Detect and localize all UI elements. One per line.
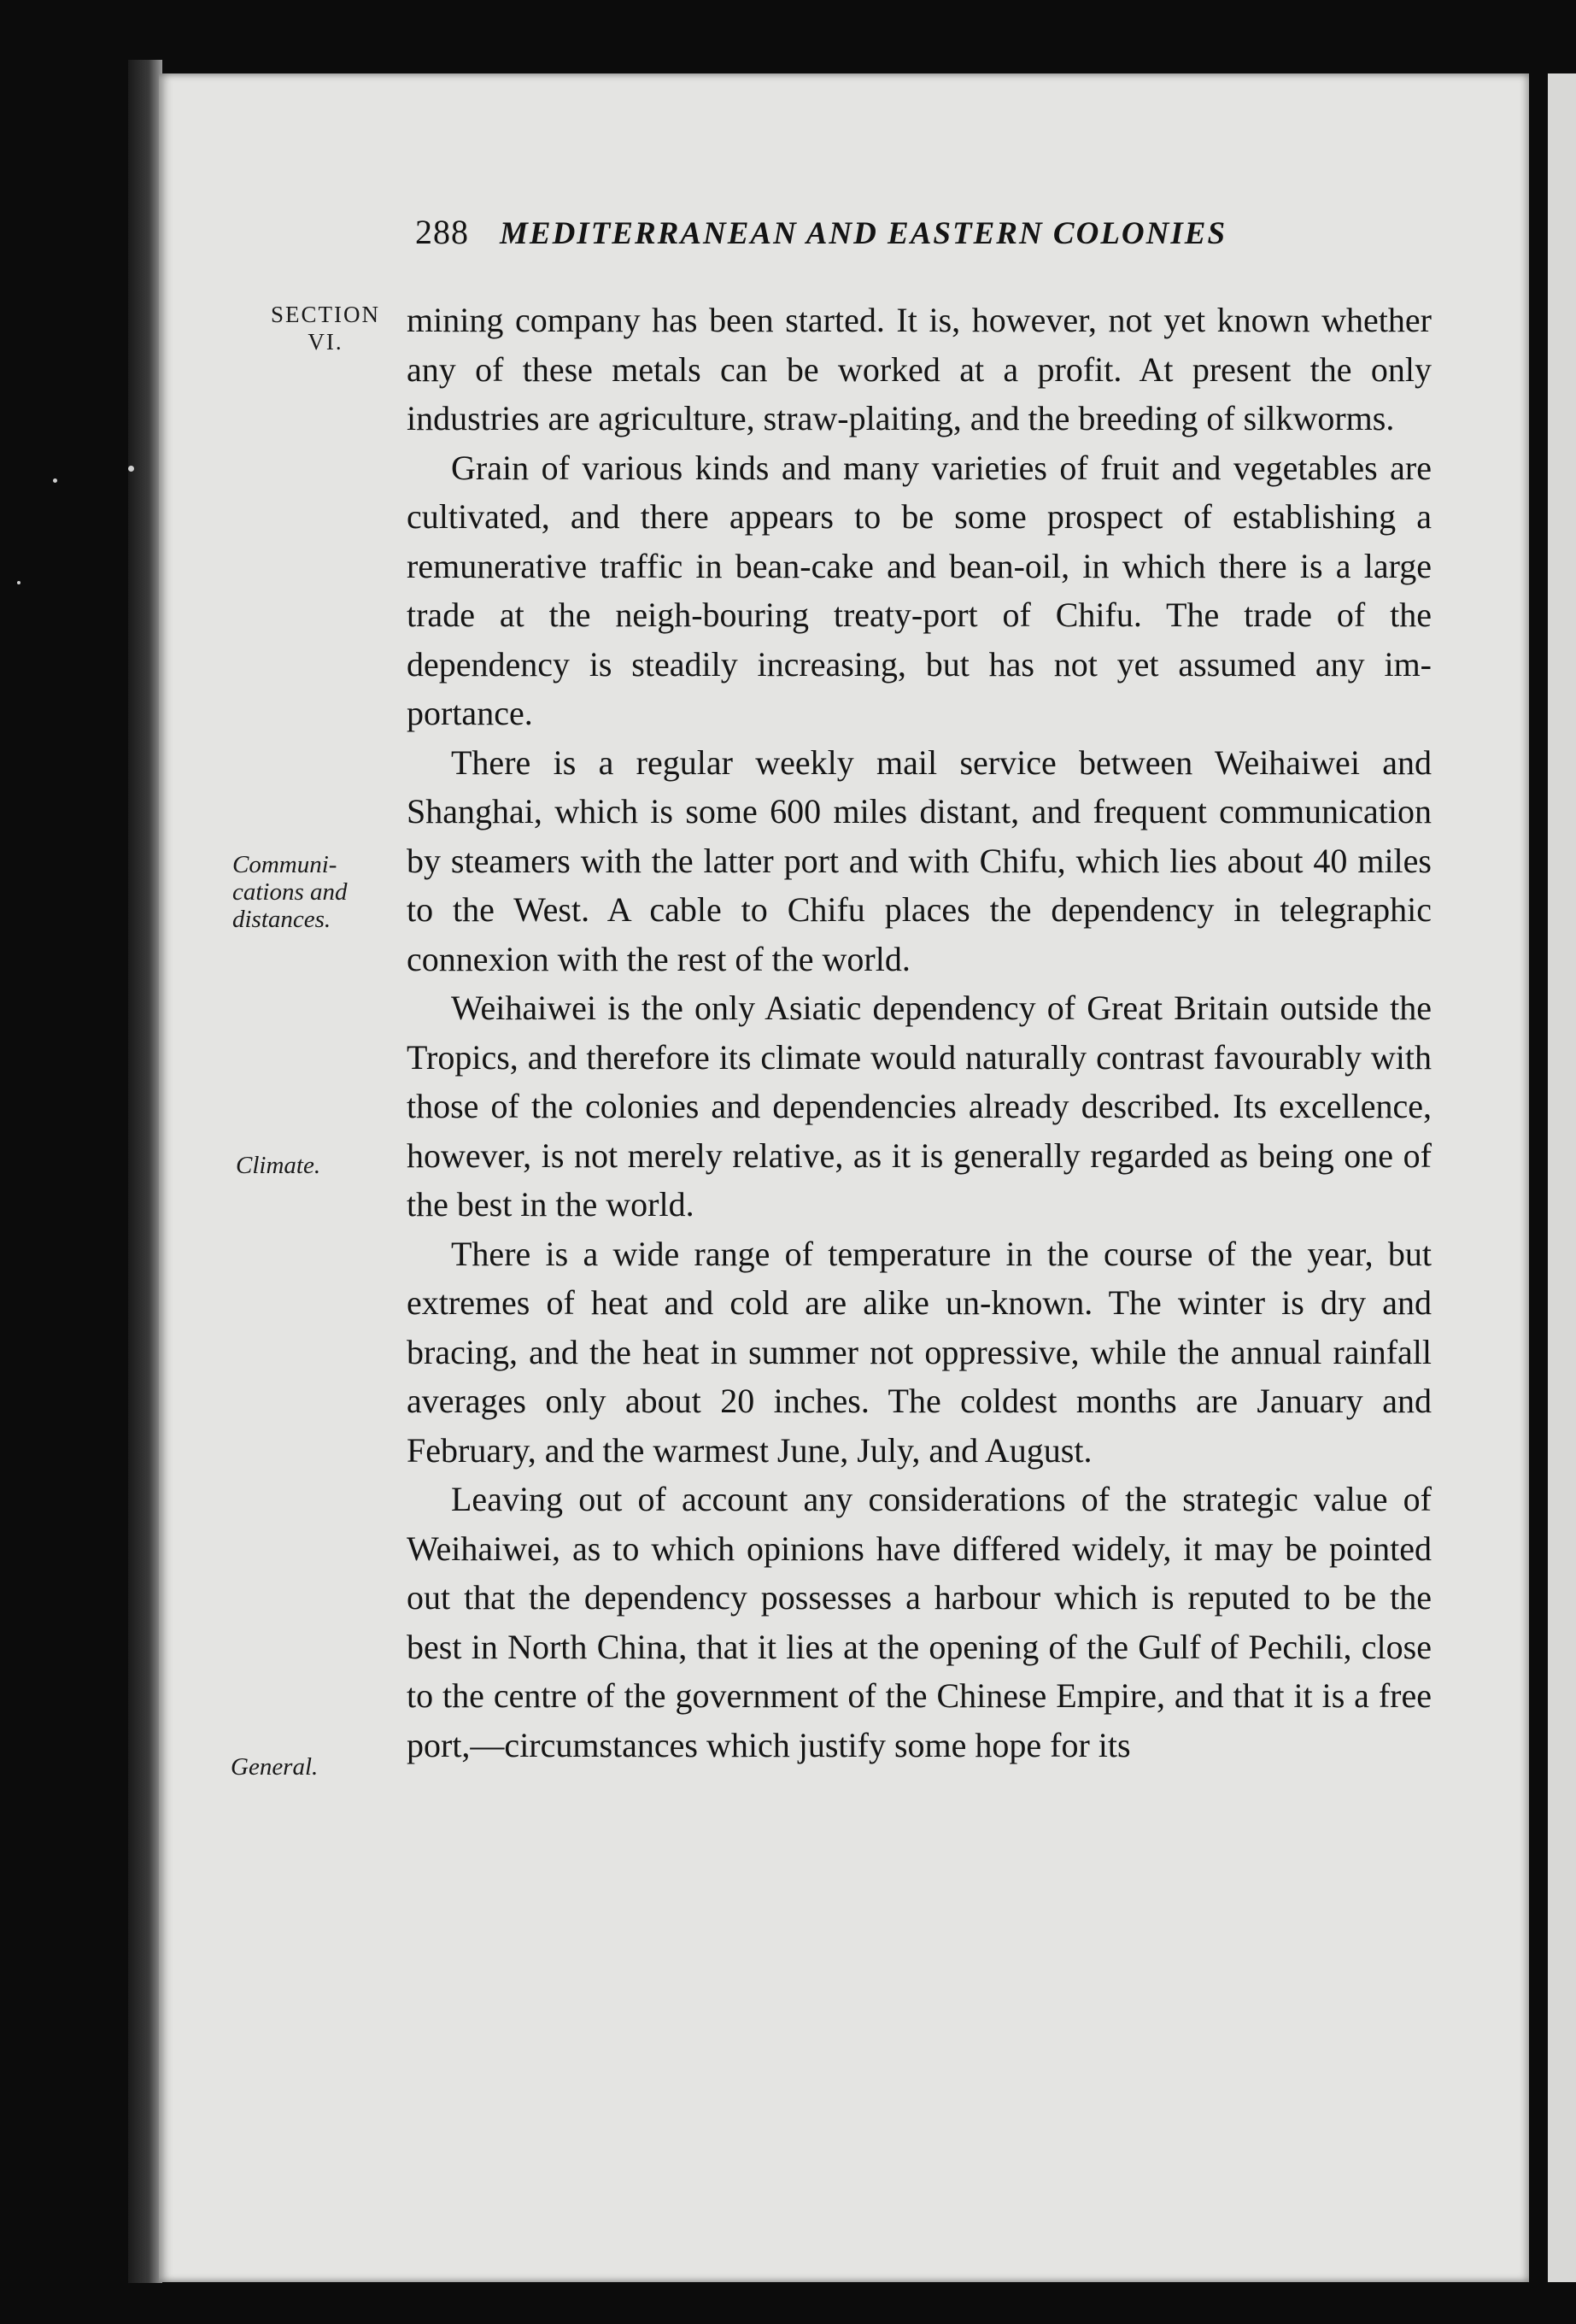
margin-note-general: General. — [231, 1753, 319, 1781]
paragraph-communications: There is a regular weekly mail service between Weihaiwei and Shanghai, which is some 600 miles distant, and frequent communication by steamers with the latter port and with Chifu, which lies about 40 miles to the West. A cable to Chifu places the dependency in telegraphic connexion with the rest of the world. — [407, 742, 1432, 978]
running-header — [415, 212, 1384, 252]
scan-speck — [53, 478, 57, 483]
margin-note-climate: Climate. — [236, 1152, 321, 1179]
page-left-edge-shadow — [128, 60, 162, 2307]
paragraph-general: Leaving out of account any considerations of the strategic value of Weihaiwei, as to which opinions have differed widely, it may be pointed out that the dependency possesses a harbour which is reputed to be the best in North China, that it lies at the opening of the Gulf of Pechili, close to the centre of the government of the Chinese Empire, and that it is a free port,—circumstances which justify some hope for its — [407, 1480, 1432, 1764]
margin-note-communications: Communi-cations and distances. — [232, 851, 348, 933]
page-number: 288 — [415, 213, 469, 251]
body-text — [407, 296, 1432, 1769]
scan-speck — [17, 581, 21, 584]
running-title: MEDITERRANEAN AND EASTERN COLONIES — [500, 216, 1227, 251]
paragraph-agriculture-trade: Grain of various kinds and many varieties of fruit and vegetables are cultivated, and there appears to be some prospect of establishing a remunerative traffic in bean-cake and bean-oil, in which there is a large trade at the neigh-bouring treaty-port of Chifu. The trade of the dependency is steadily increasing, but has not yet assumed any im-portance. — [407, 448, 1432, 732]
next-page-edge — [1548, 73, 1576, 2282]
scan-bottom-border — [0, 2283, 1576, 2324]
scan-speck — [128, 466, 134, 472]
paragraph-temperature: There is a wide range of temperature in the course of the year, but extremes of heat and cold are alike un-known. The winter is dry and bracing, and the heat in summer not oppressive, while the annual rainfall averages only about 20 inches. The coldest months are January and February, and the warmest June, July, and August. — [407, 1234, 1432, 1470]
margin-note-section: SECTION VI. — [271, 302, 380, 355]
paragraph-climate: Weihaiwei is the only Asiatic dependency of Great Britain outside the Tropics, and therefore its climate would naturally contrast favourably with those of the colonies and dependencies already described. Its excellence, however, is not merely relative, as it is generally regarded as being one of the best in the world. — [407, 989, 1432, 1224]
paragraph-mining: mining company has been started. It is, however, not yet known whether any of these metals can be worked at a profit. At present the only industries are agriculture, straw-plaiting, and the breeding of silkworms. — [407, 301, 1432, 437]
